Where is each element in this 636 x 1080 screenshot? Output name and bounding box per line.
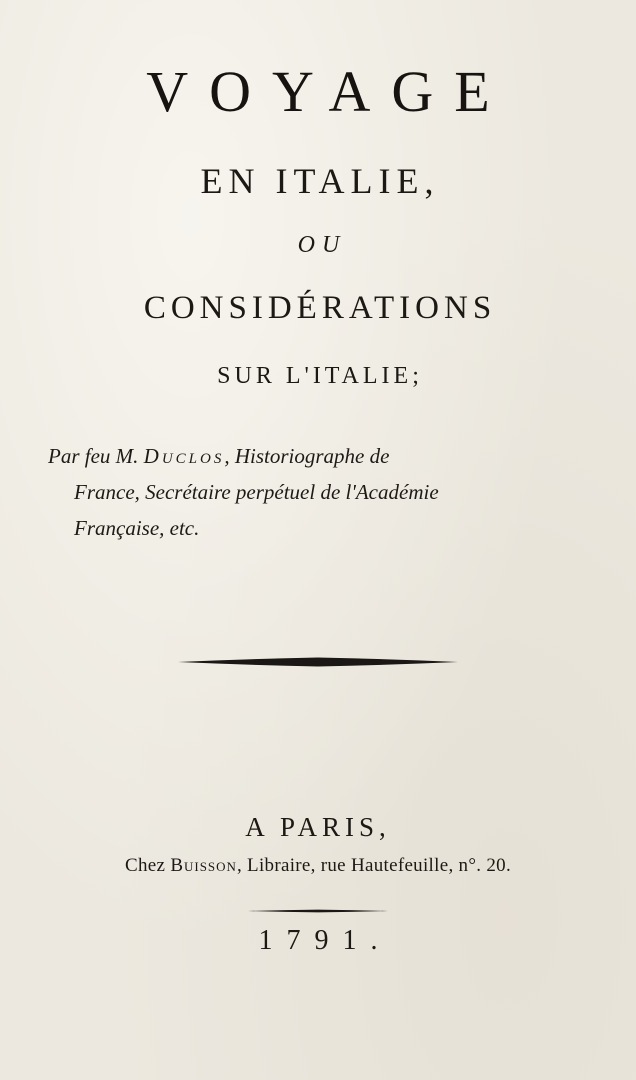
- imprint-publisher: [0, 855, 636, 877]
- author-name: Duclos: [143, 444, 225, 468]
- title-ou: OU: [297, 232, 347, 258]
- author-title-1: , Historiographe de: [224, 444, 390, 468]
- title-en-italie: EN ITALIE,: [200, 161, 440, 201]
- author-line-3: Française, etc.: [74, 516, 200, 540]
- title-considerations: CONSIDÉRATIONS: [143, 290, 497, 326]
- author-line-2: France, Secrétaire perpétuel de l'Académie: [74, 480, 439, 504]
- author-statement: [48, 438, 568, 546]
- imprint-year: 1791.: [258, 925, 392, 956]
- title-sur-italie: SUR L'ITALIE;: [217, 363, 423, 389]
- imprint-city: A PARIS,: [245, 812, 391, 842]
- publisher-address: , Libraire, rue Hautefeuille, n°. 20.: [236, 855, 511, 876]
- title-voyage: VOYAGE: [146, 59, 511, 124]
- publisher-prefix: Chez: [125, 855, 166, 876]
- ornamental-rule: [0, 654, 636, 673]
- publisher-name: Buisson: [170, 855, 237, 876]
- imprint-rule: [0, 899, 636, 918]
- author-line-1: [48, 438, 568, 474]
- author-prefix: Par feu M.: [48, 444, 139, 468]
